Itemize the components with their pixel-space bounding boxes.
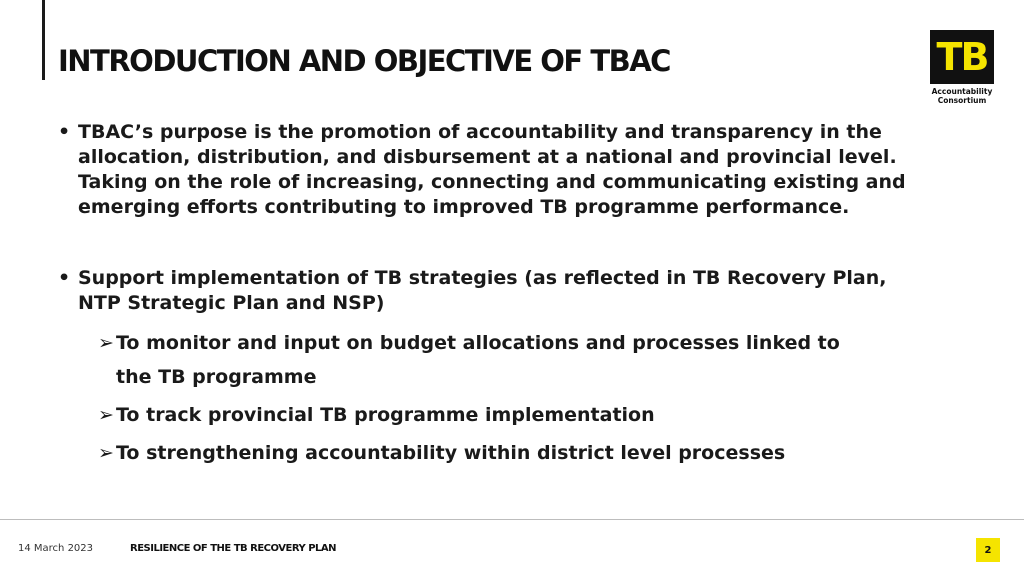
logo-caption-line2: Consortium xyxy=(937,96,987,105)
footer-date: 14 March 2023 xyxy=(18,543,94,554)
arrow-bullet-icon: ➢ xyxy=(98,442,114,464)
bullet-purpose-text: TBAC’s purpose is the promotion of accountability and transparency in the allocation, distribution, and disbursement at a national and provincial level. Taking on the role of increasing, connecting and communicating existing and emerging efforts contributing to improved TB programme performance. xyxy=(78,121,906,218)
bullet-purpose xyxy=(58,120,918,220)
tb-accountability-consortium-logo xyxy=(930,30,994,105)
logo-mark: TB xyxy=(936,35,988,79)
sub-bullet-item xyxy=(98,436,876,470)
content-body xyxy=(58,120,918,474)
page-title: INTRODUCTION AND OBJECTIVE OF TBAC xyxy=(58,44,670,78)
bullet-dot: • xyxy=(58,121,71,143)
sub-bullet-text: To track provincial TB programme implementation xyxy=(116,404,655,426)
page-number-badge: 2 xyxy=(976,538,1000,562)
title-accent-line xyxy=(42,0,45,80)
bullet-support-implementation xyxy=(58,266,918,316)
arrow-bullet-icon: ➢ xyxy=(98,404,114,426)
logo-caption xyxy=(930,87,994,105)
footer-divider xyxy=(0,519,1024,520)
footer-title: RESILIENCE OF THE TB RECOVERY PLAN xyxy=(130,543,336,554)
arrow-bullet-icon: ➢ xyxy=(98,332,114,354)
sub-bullet-list xyxy=(58,326,918,470)
bullet-support-text: Support implementation of TB strategies (as reflected in TB Recovery Plan, NTP Strategic Plan and NSP) xyxy=(78,267,887,314)
bullet-dot: • xyxy=(58,267,71,289)
sub-bullet-item xyxy=(98,398,876,432)
sub-bullet-text: To monitor and input on budget allocations and processes linked to the TB programme xyxy=(116,332,840,388)
logo-box xyxy=(930,30,994,84)
sub-bullet-item xyxy=(98,326,876,394)
sub-bullet-text: To strengthening accountability within district level processes xyxy=(116,442,786,464)
logo-caption-line1: Accountability xyxy=(931,87,993,96)
